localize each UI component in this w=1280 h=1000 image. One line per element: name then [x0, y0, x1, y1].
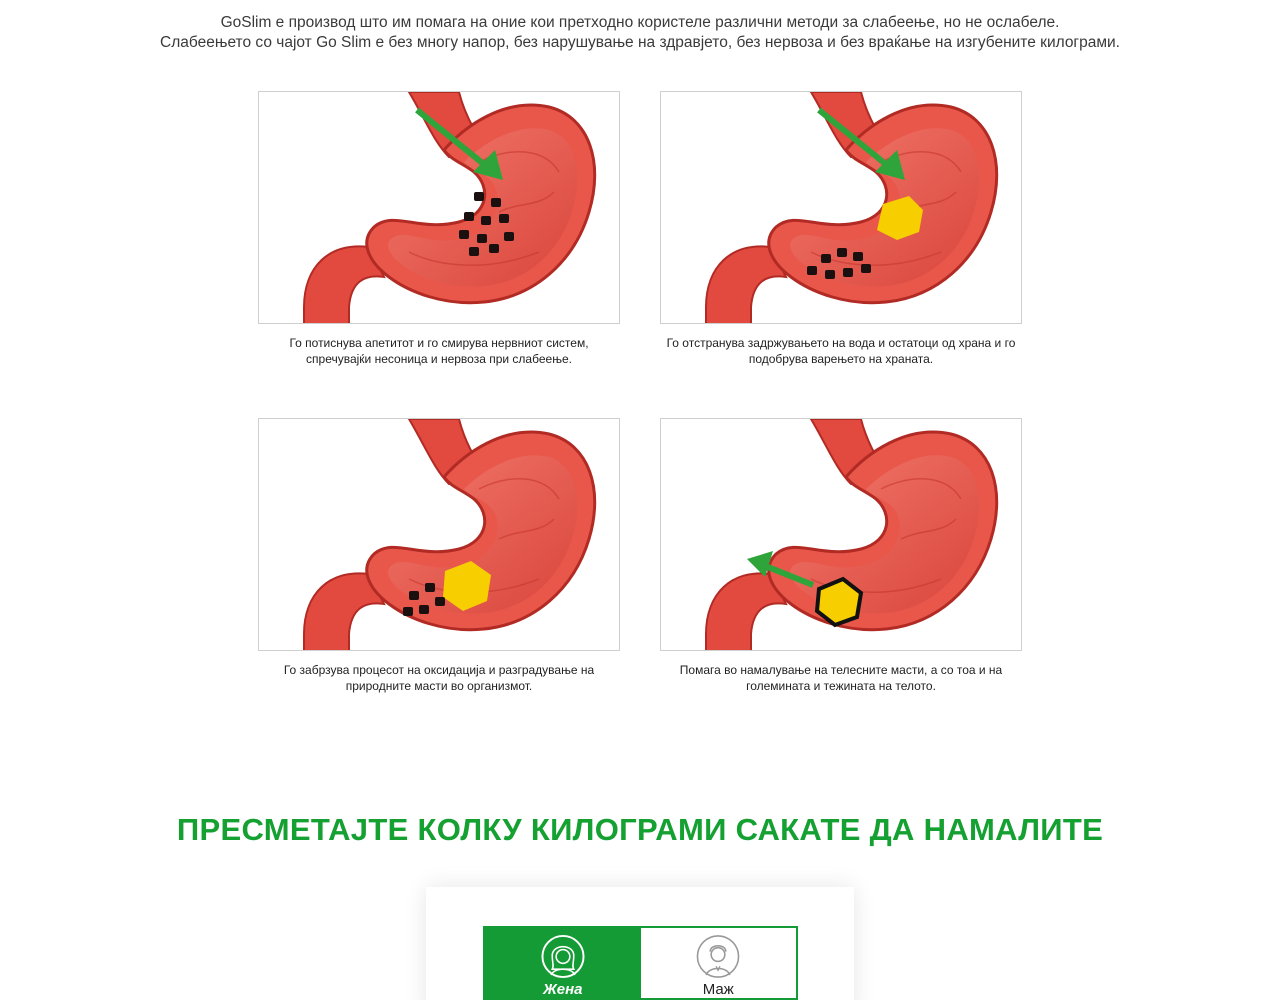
woman-avatar-icon — [540, 934, 586, 979]
benefit-caption: Го забрзува процесот на оксидација и разградување на природните масти во организмот. — [283, 663, 595, 693]
intro-line-1: GoSlim е производ што им помага на оние кои претходно користеле различни методи за слабеење, но не ослабеле. — [220, 14, 1060, 31]
gender-toggle — [483, 926, 798, 1000]
benefit-caption: Го потиснува апетитот и го смирува нервниот систем, спречувајќи несоница и нервоза при слабеење. — [289, 336, 589, 366]
intro-line-2: Слабеењето со чајот Go Slim е без многу напор, без нарушување на здравјето, без нервоза и без враќање на изгубените килограми. — [160, 34, 1120, 51]
benefit-card — [660, 418, 1022, 694]
gender-female-button[interactable] — [485, 928, 641, 998]
gender-female-label: Жена — [543, 981, 583, 998]
calculator-title: ПРЕСМЕТАЈТЕ КОЛКУ КИЛОГРАМИ САКАТЕ ДА НАМАЛИТЕ — [176, 812, 1104, 847]
fat-deposit — [817, 579, 861, 625]
benefit-caption: Помага во намалување на телесните масти, а со тоа и на големината и тежината на телото. — [679, 663, 1003, 693]
stomach-illustration — [258, 418, 620, 651]
gender-male-label: Маж — [702, 981, 734, 998]
stomach-illustration — [660, 418, 1022, 651]
stomach-illustration — [258, 91, 620, 324]
man-avatar-icon — [695, 934, 741, 979]
gender-male-button[interactable] — [641, 928, 797, 998]
benefit-card — [258, 418, 620, 694]
benefit-card — [660, 91, 1022, 367]
benefit-caption: Го отстранува задржувањето на вода и остатоци од храна и го подобрува варењето на храната. — [666, 336, 1016, 366]
intro-text — [0, 13, 1280, 53]
stomach-illustration — [660, 91, 1022, 324]
benefit-card — [258, 91, 620, 367]
